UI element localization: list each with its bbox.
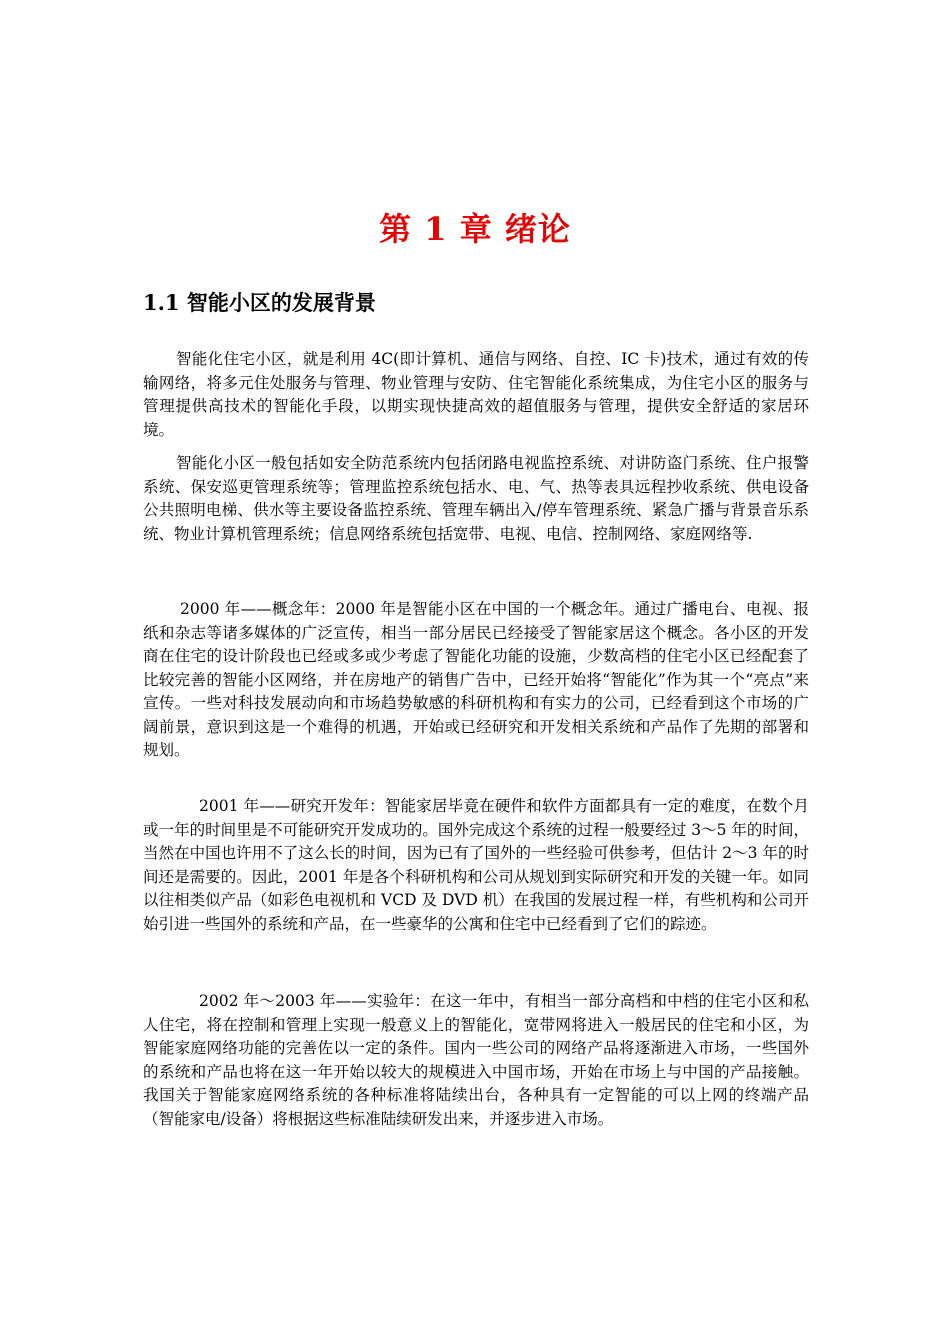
paragraph-2001: 2001 年——研究开发年：智能家居毕竟在硬件和软件方面都具有一定的难度，在数个月或一年的时间里是不可能研究开发成功的。国外完成这个系统的过程一般要经过 3～5 年的时间，当然在中国也许用不了这么长的时间，因为已有了国外的一些经验可供参考，但估计 2～3 年的时间还是需要的。因此，2001 年是各个科研机构和公司从规划到实际研究和开发的关键一年。如同以往相类似产品（如彩色电视机和 VCD 及 DVD 机）在我国的发展过程一样，有些机构和公司开始引进一些国外的系统和产品，在一些豪华的公寓和住宅中已经看到了它们的踪迹。 bbox=[143, 797, 809, 933]
paragraph-intro: 智能化住宅小区，就是利用 4C(即计算机、通信与网络、自控、IC 卡)技术，通过有效的传输网络，将多元住处服务与管理、物业管理与安防、住宅智能化系统集成，为住宅小区的服务与管理提供高技术的智能化手段，以期实现快捷高效的超值服务与管理，提供安全舒适的家居环境。 bbox=[143, 350, 809, 439]
section-heading: 1.1 智能小区的发展背景 bbox=[143, 290, 376, 315]
paragraph-2000: 2000 年——概念年：2000 年是智能小区在中国的一个概念年。通过广播电台、电视、报纸和杂志等诸多媒体的广泛宣传，相当一部分居民已经接受了智能家居这个概念。各小区的开发商在住宅的设计阶段也已经或多或少考虑了智能化功能的设施，少数高档的住宅小区已经配套了比较完善的智能小区网络，并在房地产的销售广告中，已经开始将“智能化”作为其一个“亮点”来宣传。一些对科技发展动向和市场趋势敏感的科研机构和有实力的公司，已经看到这个市场的广阔前景，意识到这是一个难得的机遇，开始或已经研究和开发相关系统和产品作了先期的部署和规划。 bbox=[143, 600, 809, 759]
chapter-title: 第 1 章 绪论 bbox=[379, 210, 571, 248]
paragraph-components: 智能化小区一般包括如安全防范系统内包括闭路电视监控系统、对讲防盗门系统、住户报警系统、保安巡更管理系统等；管理监控系统包括水、电、气、热等表具远程抄收系统、供电设备公共照明电梯、供水等主要设备监控系统、管理车辆出入/停车管理系统、紧急广播与背景音乐系统、物业计算机管理系统；信息网络系统包括宽带、电视、电信、控制网络、家庭网络等. bbox=[143, 454, 809, 543]
paragraph-2002-2003: 2002 年～2003 年——实验年：在这一年中，有相当一部分高档和中档的住宅小区和私人住宅，将在控制和管理上实现一般意义上的智能化，宽带网将进入一般居民的住宅和小区，为智能家庭网络功能的完善佐以一定的条件。国内一些公司的网络产品将逐渐进入市场，一些国外的系统和产品也将在这一年开始以较大的规模进入中国市场，开始在市场上与中国的产品接触。我国关于智能家庭网络系统的各种标准将陆续出台，各种具有一定智能的可以上网的终端产品（智能家电/设备）将根据这些标准陆续研发出来，并逐步进入市场。 bbox=[143, 992, 809, 1128]
